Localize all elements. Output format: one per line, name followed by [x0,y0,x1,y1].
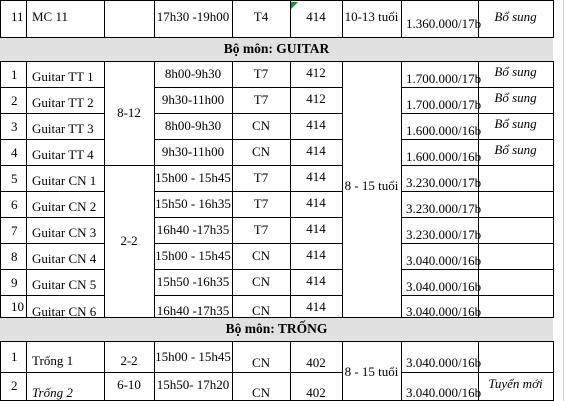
guitar-row-fee: 3.230.000/17b [406,175,482,190]
guitar-row-day: T7 [253,196,269,211]
guitar-row-time: 16h40 -17h35 [156,303,230,318]
grid-vline [401,0,402,37]
trong-section-title: Bộ môn: TRỐNG [225,321,328,336]
trong-row-no: 1 [11,349,18,364]
guitar-row-note: Bổ sung [494,64,537,79]
top-row-age: 10-13 tuổi [344,9,399,24]
grid-hline [154,191,343,192]
guitar-row-time: 9h30-11h00 [161,144,225,159]
guitar-row-room: 414 [306,221,326,236]
grid-hline [0,372,343,373]
guitar-row-name: Guitar TT 2 [32,95,94,110]
guitar-row-no: 10 [11,299,24,314]
grid-hline [104,165,155,166]
grid-vline [26,0,27,37]
grid-vline [26,341,27,401]
guitar-row-room: 412 [306,91,326,106]
guitar-row-fee: 1.600.000/16b [406,149,482,164]
guitar-row-note: Bổ sung [494,142,537,157]
top-row-time: 17h30 -19h00 [156,9,230,24]
grid-hline [0,269,105,270]
grid-hline [0,165,105,166]
trong-row-fee: 3.040.000/16b [406,355,482,370]
guitar-row-note: Bổ sung [494,90,537,105]
grid-hline [154,269,343,270]
guitar-row-fee: 1.600.000/16b [406,123,482,138]
guitar-row-day: CN [251,144,271,159]
guitar-row-day: CN [251,274,271,289]
top-row-day: T4 [253,9,269,24]
top-row-room: 414 [306,9,326,24]
top-row-no: 11 [11,9,24,24]
grid-hline [0,139,105,140]
guitar-row-time: 16h40 -17h35 [156,222,230,237]
grid-hline [0,191,105,192]
guitar-row-fee: 3.230.000/17b [406,227,482,242]
grid-hline [0,243,105,244]
trong-row-no: 2 [11,378,18,393]
grid-vline [0,341,1,401]
grid-hline [0,61,554,62]
guitar-row-name: Guitar TT 3 [32,121,94,136]
top-row-note: Bổ sung [494,9,537,24]
guitar-row-name: Guitar CN 5 [32,277,97,292]
grid-vline [26,61,27,317]
grid-hline [154,165,343,166]
trong-row-day: CN [251,385,271,400]
grid-vline [0,0,1,37]
guitar-row-day: T7 [253,92,269,107]
top-row-name: MC 11 [32,9,68,24]
guitar-row-no: 7 [11,223,18,238]
guitar-row-time: 8h00-9h30 [164,66,222,81]
trong-row-name: Trống 2 [32,385,73,400]
guitar-row-name: Guitar CN 3 [32,225,97,240]
guitar-row-room: 414 [306,143,326,158]
guitar-row-room: 414 [306,117,326,132]
guitar-row-no: 3 [11,119,18,134]
guitar-row-fee: 3.040.000/16b [406,253,482,268]
guitar-row-day: T7 [253,170,269,185]
grid-vline [401,341,402,401]
guitar-row-name: Guitar CN 4 [32,251,97,266]
guitar-row-fee: 1.700.000/17b [406,97,482,112]
grid-hline [0,295,105,296]
guitar-row-name: Guitar TT 4 [32,147,94,162]
guitar-row-room: 414 [306,169,326,184]
grid-vline [401,61,402,317]
guitar-row-time: 9h30-11h00 [161,92,225,107]
grid-hline [154,113,343,114]
guitar-row-time: 15h50 -16h35 [156,274,230,289]
guitar-row-time: 15h00 - 15h45 [155,248,231,263]
guitar-row-no: 4 [11,145,18,160]
trong-age-range: 8 - 15 tuổi [344,364,399,379]
guitar-row-fee: 3.040.000/16b [406,304,482,319]
trong-row-age: 6-10 [117,377,141,392]
guitar-row-room: 414 [306,299,326,314]
grid-hline [0,0,554,1]
guitar-row-day: CN [251,248,271,263]
grid-vline [104,61,105,317]
guitar-row-day: T7 [253,66,269,81]
trong-row-age: 2-2 [120,353,138,368]
trong-row-note: Tuyển mới [488,376,543,391]
guitar-row-time: 15h50 - 16h35 [155,196,231,211]
grid-hline [154,243,343,244]
cell-comment-marker [291,2,298,9]
trong-row-day: CN [251,355,271,370]
top-row-fee: 1.360.000/17b [406,16,482,31]
guitar-row-day: CN [251,118,271,133]
grid-hline [0,37,554,38]
guitar-row-time: 8h00-9h30 [164,118,222,133]
grid-hline [154,139,343,140]
grid-hline [154,295,343,296]
grid-vline [553,0,554,37]
guitar-row-name: Guitar CN 2 [32,199,97,214]
trong-row-time: 15h50- 17h20 [156,377,230,392]
guitar-row-no: 5 [11,171,18,186]
guitar-row-no: 6 [11,197,18,212]
grid-hline [0,341,554,342]
guitar-row-room: 414 [306,273,326,288]
trong-row-room: 402 [306,355,326,370]
guitar-row-note: Bổ sung [494,116,537,131]
guitar-row-no: 1 [11,67,18,82]
guitar-section-title: Bộ môn: GUITAR [223,41,330,56]
guitar-row-day: T7 [253,222,269,237]
grid-vline [104,0,105,37]
grid-vline [104,341,105,401]
guitar-row-room: 412 [306,65,326,80]
guitar-group-b-age: 2-2 [120,233,138,248]
guitar-row-room: 414 [306,247,326,262]
trong-row-name: Trống 1 [32,353,74,368]
guitar-row-day: CN [251,303,271,318]
trong-row-time: 15h00 - 15h45 [155,349,231,364]
guitar-row-no: 2 [11,93,18,108]
guitar-group-a-age: 8-12 [117,105,141,120]
guitar-row-no: 8 [11,249,18,264]
guitar-row-fee: 3.040.000/16b [406,279,482,294]
guitar-row-fee: 1.700.000/17b [406,71,482,86]
guitar-row-no: 9 [11,275,18,290]
grid-hline [0,87,105,88]
guitar-row-time: 15h00 - 15h45 [155,170,231,185]
guitar-row-room: 414 [306,195,326,210]
guitar-age-range: 8 - 15 tuổi [344,178,399,193]
grid-vline [553,341,554,401]
guitar-row-name: Guitar TT 1 [32,69,94,84]
grid-hline [154,217,343,218]
guitar-row-fee: 3.230.000/17b [406,201,482,216]
grid-hline [154,87,343,88]
guitar-row-name: Guitar CN 1 [32,173,97,188]
grid-vline [0,61,1,317]
guitar-row-name: Guitar CN 6 [32,304,97,319]
grid-hline [0,217,105,218]
grid-hline [0,113,105,114]
grid-vline [553,61,554,317]
trong-row-fee: 3.040.000/16b [406,385,482,400]
trong-row-room: 402 [306,385,326,400]
